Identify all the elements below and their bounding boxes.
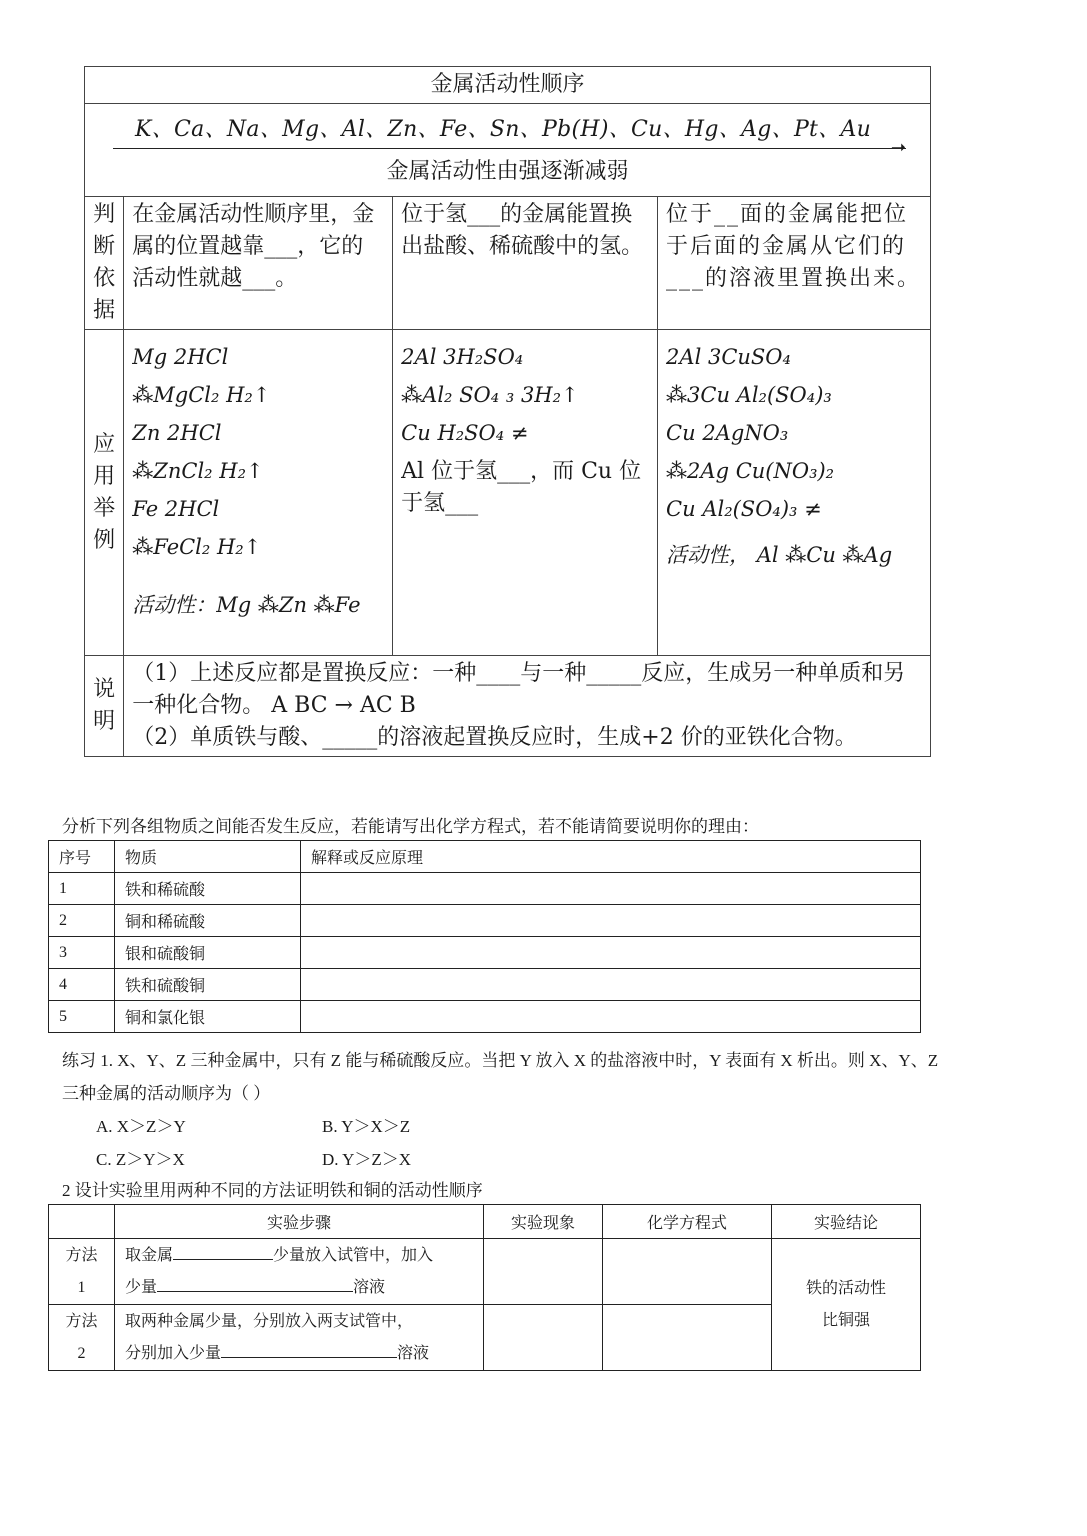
method2-steps — [115, 1305, 484, 1371]
method1-steps — [115, 1239, 484, 1305]
row-substance: 铜和氯化银 — [115, 1001, 301, 1033]
header-equation: 化学方程式 — [603, 1205, 772, 1239]
equation-line: ⁂MgCl₂ H₂↑ — [132, 383, 271, 407]
step-text: 少量放入试管中，加入 — [273, 1246, 434, 1264]
table-row — [49, 905, 921, 937]
fill-blank[interactable] — [221, 1343, 397, 1358]
analysis-intro: 分析下列各组物质之间能否发生反应，若能请写出化学方程式，若不能请简要说明你的理由： — [62, 817, 759, 836]
fill-blank[interactable] — [157, 1277, 353, 1292]
fill-blank[interactable] — [173, 1245, 273, 1260]
activity-comparison: 活动性， Al ⁂Cu ⁂Ag — [666, 543, 893, 567]
option-c[interactable]: C. Z＞Y＞X — [96, 1150, 185, 1169]
activity-series-table — [84, 66, 931, 757]
apply-example-1 — [124, 330, 393, 656]
row-label-judge: 判断依据 — [85, 197, 124, 330]
answer-cell[interactable] — [301, 937, 921, 969]
method1-equation[interactable] — [603, 1239, 772, 1305]
note-1: （1）上述反应都是置换反应：一种____与一种_____反应，生成另一种单质和另一种化合物。 A BC → AC B — [132, 661, 906, 718]
equation-line: ⁂ZnCl₂ H₂↑ — [132, 459, 264, 483]
activity-series-title: 金属活动性顺序 — [85, 67, 931, 104]
header-substance: 物质 — [115, 841, 301, 873]
row-substance: 铁和硫酸铜 — [115, 969, 301, 1001]
header-conclusion: 实验结论 — [772, 1205, 921, 1239]
table-row — [49, 873, 921, 905]
exercise2-title: 2 设计实验里用两种不同的方法证明铁和铜的活动性顺序 — [62, 1181, 483, 1200]
option-a[interactable]: A. X＞Z＞Y — [96, 1117, 186, 1136]
activity-sequence: K、Ca、Na、Mg、Al、Zn、Fe、Sn、Pb(H)、Cu、Hg、Ag、Pt、Au — [135, 117, 872, 142]
table-row — [49, 937, 921, 969]
row-no: 2 — [49, 905, 115, 937]
row-substance: 铜和稀硫酸 — [115, 905, 301, 937]
equation-line: Cu Al₂(SO₄)₃ ≠ — [666, 497, 822, 521]
option-d[interactable]: D. Y＞Z＞X — [322, 1150, 412, 1169]
step-text: 少量 — [125, 1278, 158, 1296]
method-label-text: 方法 — [65, 1246, 98, 1264]
equation-line: Mg 2HCl — [132, 345, 229, 369]
row-no: 3 — [49, 937, 115, 969]
equation-line: ⁂FeCl₂ H₂↑ — [132, 535, 262, 559]
method2-phenomenon[interactable] — [484, 1305, 603, 1371]
note-2: （2）单质铁与酸、_____的溶液起置换反应时，生成+2 价的亚铁化合物。 — [132, 725, 857, 750]
equation-line: 2Al 3CuSO₄ — [666, 345, 791, 369]
experiment-table — [48, 1204, 921, 1371]
row-substance: 银和硫酸铜 — [115, 937, 301, 969]
header-blank — [49, 1205, 115, 1239]
answer-cell[interactable] — [301, 969, 921, 1001]
table-row — [49, 1001, 921, 1033]
hydrogen-position-note: Al 位于氢___，而 Cu 位于氢___ — [401, 459, 642, 516]
equation-line: ⁂2Ag Cu(NO₃)₂ — [666, 459, 835, 483]
equation-line: Fe 2HCl — [132, 497, 220, 521]
arrow-right-icon: ➝ — [890, 137, 906, 158]
equation-line: ⁂3Cu Al₂(SO₄)₃ — [666, 383, 832, 407]
method1-phenomenon[interactable] — [484, 1239, 603, 1305]
header-steps: 实验步骤 — [115, 1205, 484, 1239]
apply-example-2 — [393, 330, 658, 656]
step-text: 溶液 — [397, 1344, 430, 1362]
equation-line: 2Al 3H₂SO₄ — [401, 345, 524, 369]
header-explanation: 解释或反应原理 — [301, 841, 921, 873]
method-label-number: 1 — [77, 1278, 86, 1296]
row-no: 4 — [49, 969, 115, 1001]
sequence-arrow-line — [113, 148, 906, 149]
apply-example-3 — [658, 330, 931, 656]
analysis-table — [48, 840, 921, 1033]
row-label-apply: 应用举例 — [85, 330, 124, 656]
conclusion-text: 铁的活动性 — [805, 1279, 886, 1297]
conclusion-cell — [772, 1239, 921, 1371]
method-label-number: 2 — [77, 1344, 86, 1362]
equation-line: ⁂Al₂ SO₄ ₃ 3H₂↑ — [401, 383, 579, 407]
table-row — [49, 969, 921, 1001]
row-no: 1 — [49, 873, 115, 905]
header-phenomenon: 实验现象 — [484, 1205, 603, 1239]
option-b[interactable]: B. Y＞X＞Z — [322, 1117, 411, 1136]
answer-cell[interactable] — [301, 1001, 921, 1033]
step-text: 溶液 — [353, 1278, 386, 1296]
step-text: 分别加入少量 — [125, 1344, 222, 1362]
judge-rule-3: 位于__面的金属能把位于后面的金属从它们的___的溶液里置换出来。 — [658, 197, 931, 330]
equation-line: Zn 2HCl — [132, 421, 222, 445]
equation-line: Cu H₂SO₄ ≠ — [401, 421, 529, 445]
judge-rule-1: 在金属活动性顺序里，金属的位置越靠___，它的活动性就越___。 — [124, 197, 393, 330]
method2-equation[interactable] — [603, 1305, 772, 1371]
note-cell — [124, 656, 931, 757]
equation-line: Cu 2AgNO₃ — [666, 421, 789, 445]
activity-sequence-cell — [85, 104, 931, 197]
answer-cell[interactable] — [301, 905, 921, 937]
exercise1-line1: 练习 1. X、Y、Z 三种金属中，只有 Z 能与稀硫酸反应。当把 Y 放入 X 的盐溶液中时，Y 表面有 X 析出。则 X、Y、Z — [62, 1051, 939, 1070]
step-text: 取金属 — [125, 1246, 174, 1264]
row-no: 5 — [49, 1001, 115, 1033]
step-text: 取两种金属少量，分别放入两支试管中， — [125, 1312, 414, 1330]
row-label-note: 说明 — [85, 656, 124, 757]
method-label-text: 方法 — [65, 1312, 98, 1330]
activity-comparison: 活动性：Mg ⁂Zn ⁂Fe — [132, 593, 361, 617]
conclusion-text: 比铜强 — [821, 1311, 870, 1329]
answer-cell[interactable] — [301, 873, 921, 905]
method2-label — [49, 1305, 115, 1371]
judge-rule-2: 位于氢___的金属能置换出盐酸、稀硫酸中的氢。 — [393, 197, 658, 330]
exercise1-line2: 三种金属的活动顺序为（ ） — [62, 1084, 271, 1103]
method1-label — [49, 1239, 115, 1305]
sequence-caption: 金属活动性由强逐渐减弱 — [386, 159, 629, 184]
row-substance: 铁和稀硫酸 — [115, 873, 301, 905]
header-no: 序号 — [49, 841, 115, 873]
